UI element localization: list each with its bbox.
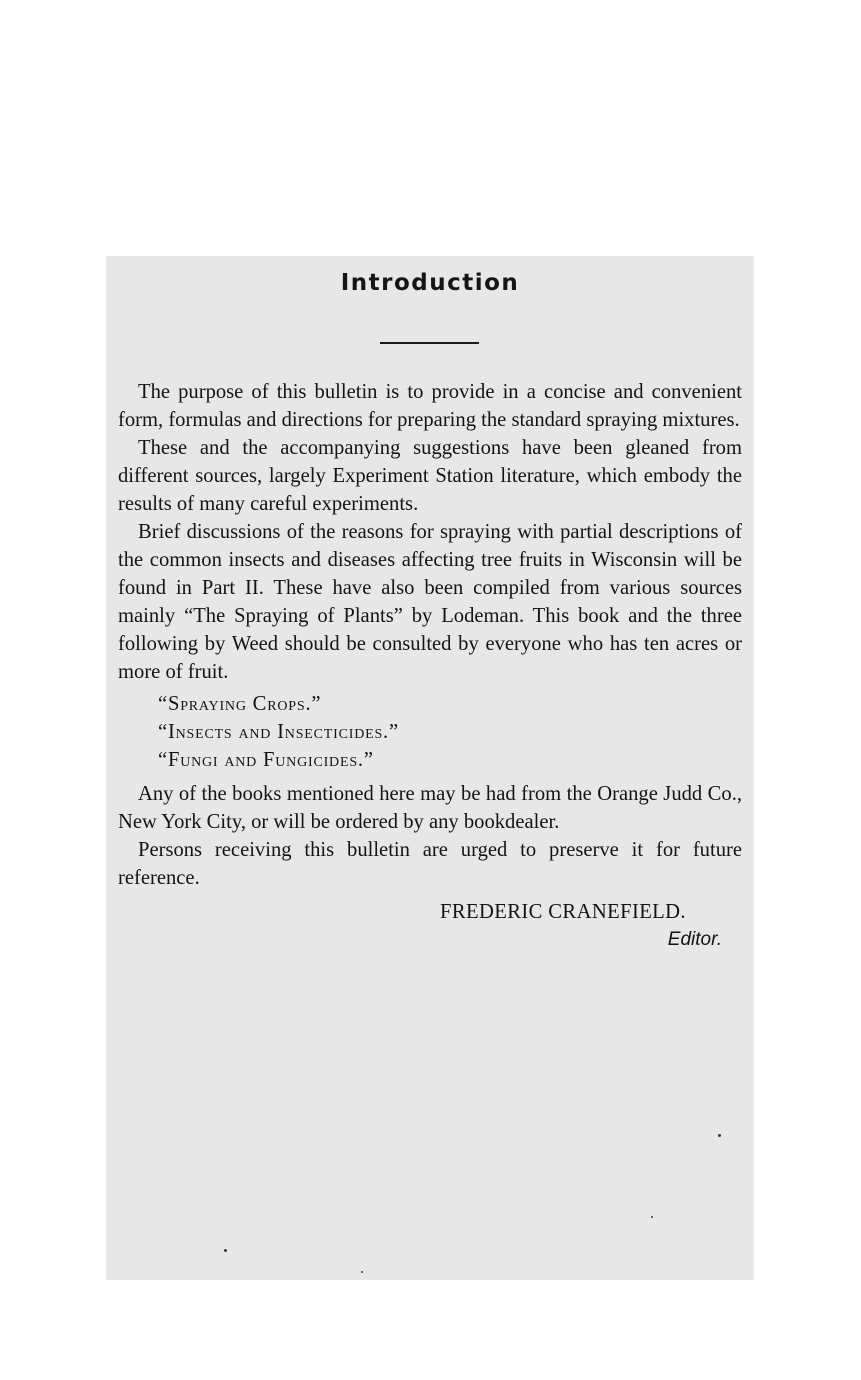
book-list-item: “Fungi and Fungicides.” bbox=[158, 749, 374, 771]
book-list-item: “Insects and Insecticides.” bbox=[158, 721, 399, 743]
book-list-item: “Spraying Crops.” bbox=[158, 693, 322, 715]
paragraph-discussions: Brief discussions of the reasons for spraying with partial descriptions of the common insects and diseases affecting tree fruits in Wisconsin will be found in Part II. These have also been compiled from various sources mainly “The Spraying of Plants” by Lodeman. This book and the three following by Weed should be consulted by everyone who has ten acres or more of fruit. bbox=[118, 521, 742, 683]
document-page bbox=[106, 256, 754, 1280]
paragraph-preserve: Persons receiving this bulletin are urged to preserve it for future reference. bbox=[118, 839, 742, 889]
paragraph-sources: These and the accompanying suggestions have been gleaned from different sources, largely Experiment Station literature, which embody the results of many careful experiments. bbox=[118, 437, 742, 515]
book-list bbox=[118, 690, 742, 774]
paragraph-availability: Any of the books mentioned here may be had from the Orange Judd Co., New York City, or will be ordered by any bookdealer. bbox=[118, 783, 742, 833]
title-divider bbox=[380, 342, 479, 344]
paragraph-purpose: The purpose of this bulletin is to provide in a concise and convenient form, formulas and directions for preparing the standard spraying mixtures. bbox=[118, 381, 742, 431]
page-title: Introduction bbox=[340, 270, 520, 296]
paper-speck bbox=[718, 1134, 721, 1137]
signature-role: Editor. bbox=[667, 929, 722, 950]
paper-speck bbox=[361, 1271, 363, 1273]
signature-name: FREDERIC CRANEFIELD. bbox=[440, 901, 686, 923]
paper-speck bbox=[651, 1216, 653, 1218]
paper-speck bbox=[224, 1249, 227, 1252]
document-body bbox=[118, 378, 742, 954]
